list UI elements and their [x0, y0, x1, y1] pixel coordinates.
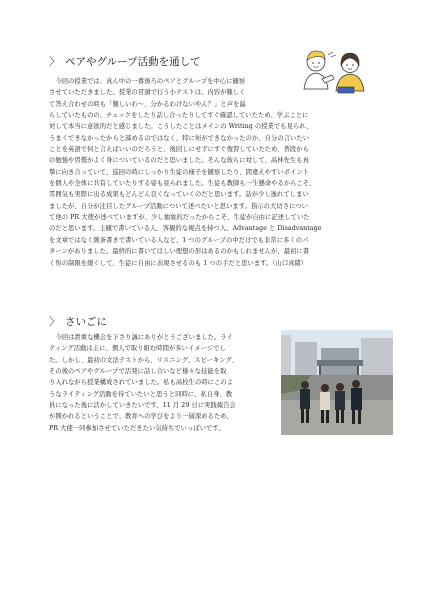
section-heading-text: ペアやグループ活動を通して [65, 56, 201, 68]
chevron-right-icon: 〉 [49, 55, 60, 68]
chevron-right-icon: 〉 [49, 315, 60, 328]
section1-body: 今回の授業では、真ん中の一番後ろのペアとグループを中心に観察 させていただきました。授業の冒頭で行う小テストは、内容が難しく て答え合わせの時も「難しいわ〜、分かるわけないやん？」と声を漏 らしていたものの、チェックをしたり話し合ったりしてすぐ確認していたため、学ぶことに 対して本当に意欲的だと感じました。こうしたことはメインの Writing の授業でも見られ、 うまくできなかったからと諦めるのではなく、特に何ができなかったのか、自分の言いたい ことを英語で何と言えばいいのだろうと、後回しにせずにすぐ復習していたため、普段から の勉強や習慣がよく身についているのだと思いました。そんな彼らに対して、高林先生も真 摯に向き合っていて、巡回の時にしっかり生徒の様子を観察したり、間違えやすいポイント を個人や全体に共有していたりする姿も見られました。生徒も教師も一生懸命やるからこそ、 雰囲気も実際に出る成果もどんどん良くなっていくのだと思います。話が少し逸れてしまい ましたが、自分が注目したグループ活動について述べたいと思います。指示の大切さについ て他の PR 大使が述べていますが、少し抽象的だったからこそ、生徒が自由に記述していた のだと思います。主観で書いている人、客観的な視点を持つ人、Advantage と Disadvantage を文章ではなく箇条書きで書いている人など、1 つのグループの中だけでも非常に多くのパ ターンがありました。最終的に書いてほしい理想の形はあるのかもしれませんが、最初に書 く形の制限を緩くして、生徒に自由に表現させるのも 1 つの手だと思います。（山口真緒） [49, 78, 322, 267]
section2-body: 今回は貴重な機会を下さり誠にありがとうございました。ライ ティング活動は主に、個人で取り組む時間が多いイメージでし た。しかし、最初の文法テストから、リスニング、スピーキング、 その後のペアやグループで活発に話し合いなど様々な技能を取 り入れながら授業構成されていました。私も高校生の時にこのよ うなライティング活動を待ていたいと思うと同時に、私自身、教 員になった後に活かしていきたいです。11 月 29 日に実践報告会 が開かれるということで、教育への学びをより一層深めるため、 PR 大使一同参加させていただきたい気持ちでいっぱいです。 [49, 334, 238, 432]
section-heading-pair-group [49, 53, 201, 69]
section-heading-closing [49, 313, 107, 329]
group-photo-at-school-gate [281, 330, 393, 435]
section-heading-text: さいごに [65, 316, 107, 328]
